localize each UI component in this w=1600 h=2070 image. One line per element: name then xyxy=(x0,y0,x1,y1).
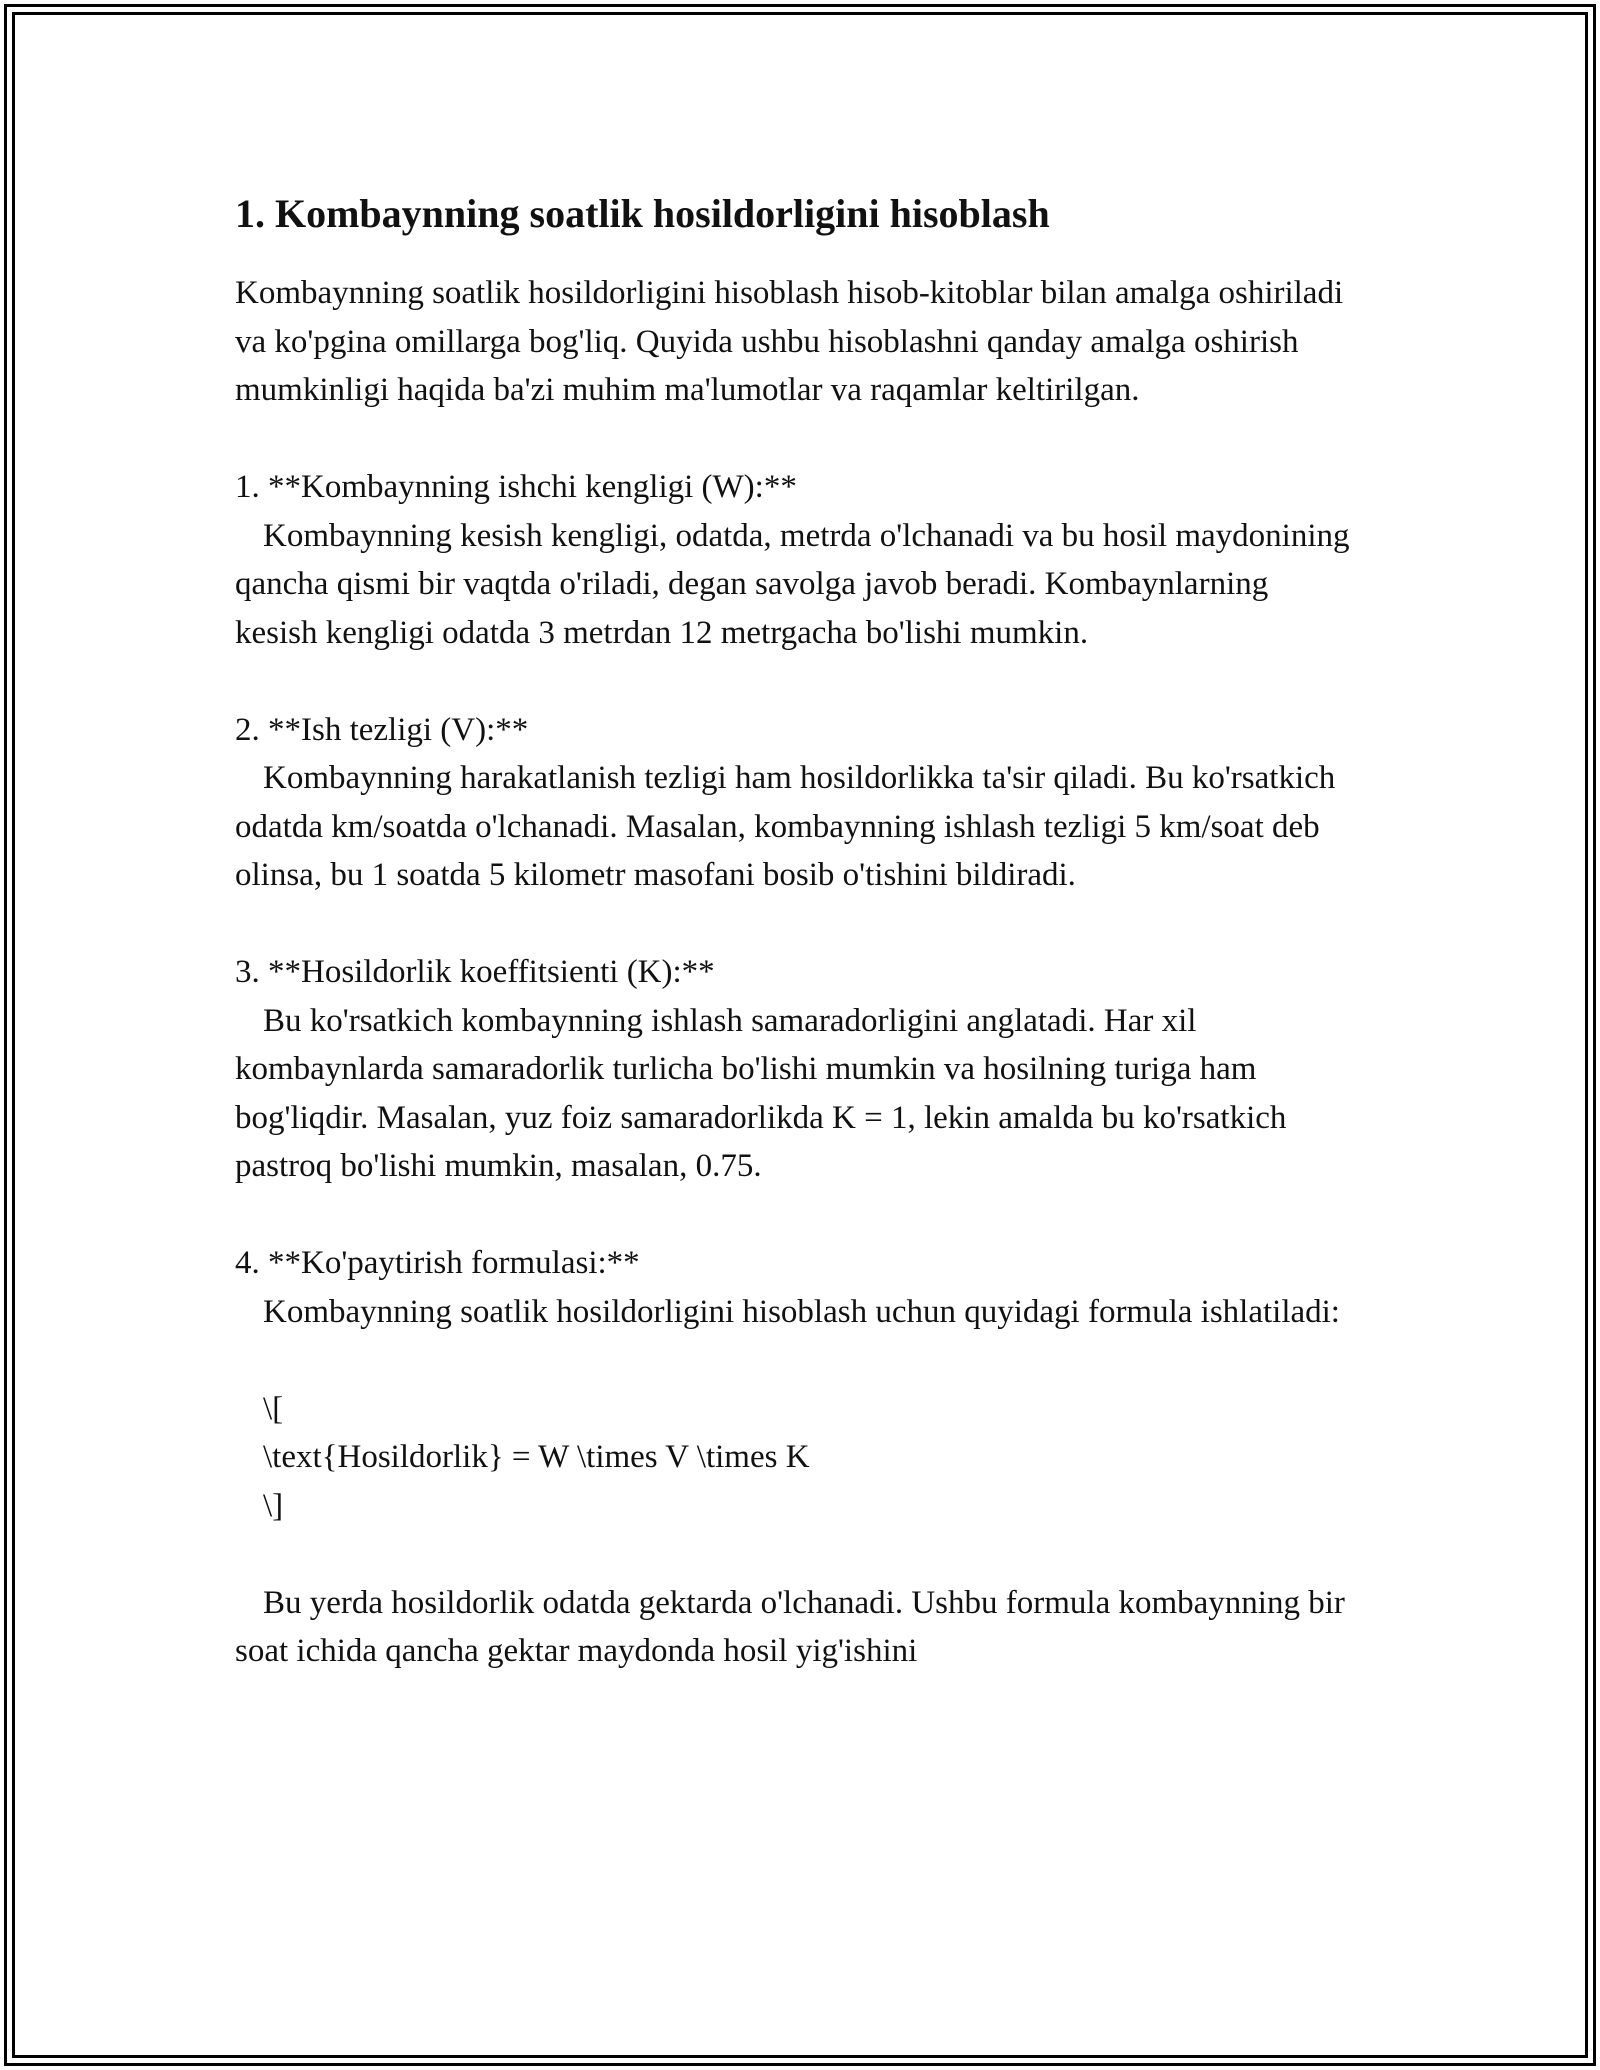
item-heading: 3. **Hosildorlik koeffitsienti (K):** xyxy=(235,954,715,990)
document-title: 1. Kombaynning soatlik hosildorligini hisoblash xyxy=(235,191,1050,236)
formula-block xyxy=(235,1385,1355,1531)
item-text-content: Kombaynning harakatlanish tezligi ham hosildorlikka ta'sir qiladi. Bu ko'rsatkich odatda km/soatda o'lchanadi. Masalan, kombaynning ishlash tezligi 5 km/soat deb olinsa, bu 1 soatda 5 kilometr masofani bosib o'tishini bildiradi. xyxy=(235,760,1336,893)
item-text xyxy=(235,1288,1355,1337)
closing-text: Bu yerda hosildorlik odatda gektarda o'lchanadi. Ushbu formula kombaynning bir soat ichida qancha gektar maydonda hosil yig'ishini xyxy=(235,1584,1345,1669)
list-item-width xyxy=(235,463,1355,657)
item-heading: 1. **Kombaynning ishchi kengligi (W):** xyxy=(235,469,797,505)
formula-open: \[ xyxy=(263,1390,284,1427)
item-heading: 4. **Ko'paytirish formulasi:** xyxy=(235,1245,640,1281)
item-text xyxy=(235,512,1355,658)
list-item-formula xyxy=(235,1239,1355,1336)
item-text-content: Kombaynning kesish kengligi, odatda, metrda o'lchanadi va bu hosil maydonining qancha qismi bir vaqtda o'riladi, degan savolga javob beradi. Kombaynlarning kesish kengligi odatda 3 metrdan 12 metrgacha bo'lishi mumkin. xyxy=(235,517,1350,651)
item-text xyxy=(235,754,1355,900)
intro-paragraph: Kombaynning soatlik hosildorligini hisoblash hisob-kitoblar bilan amalga oshiriladi va ko'pgina omillarga bog'liq. Quyida ushbu hisoblashni qanday amalga oshirish mumkinligi haqida ba'zi muhim ma'lumotlar va raqamlar keltirilgan. xyxy=(235,275,1344,408)
item-heading: 2. **Ish tezligi (V):** xyxy=(235,711,529,748)
item-text-content: Bu ko'rsatkich kombaynning ishlash samaradorligini anglatadi. Har xil kombaynlarda samaradorlik turlicha bo'lishi mumkin va hosilning turiga ham bog'liqdir. Masalan, yuz foiz samaradorlikda K = 1, lekin amalda bu ko'rsatkich pastroq bo'lishi mumkin, masalan, 0.75. xyxy=(235,1002,1287,1184)
list-item-coefficient xyxy=(235,948,1355,1191)
formula-close: \] xyxy=(263,1487,284,1524)
formula-expression: \text{Hosildorlik} = W \times V \times K xyxy=(263,1439,810,1475)
item-text xyxy=(235,997,1355,1191)
item-text-content: Kombaynning soatlik hosildorligini hisoblash uchun quyidagi formula ishlatiladi: xyxy=(263,1293,1340,1330)
closing-paragraph xyxy=(235,1579,1355,1676)
document-body xyxy=(235,186,1355,1676)
list-item-speed xyxy=(235,706,1355,900)
